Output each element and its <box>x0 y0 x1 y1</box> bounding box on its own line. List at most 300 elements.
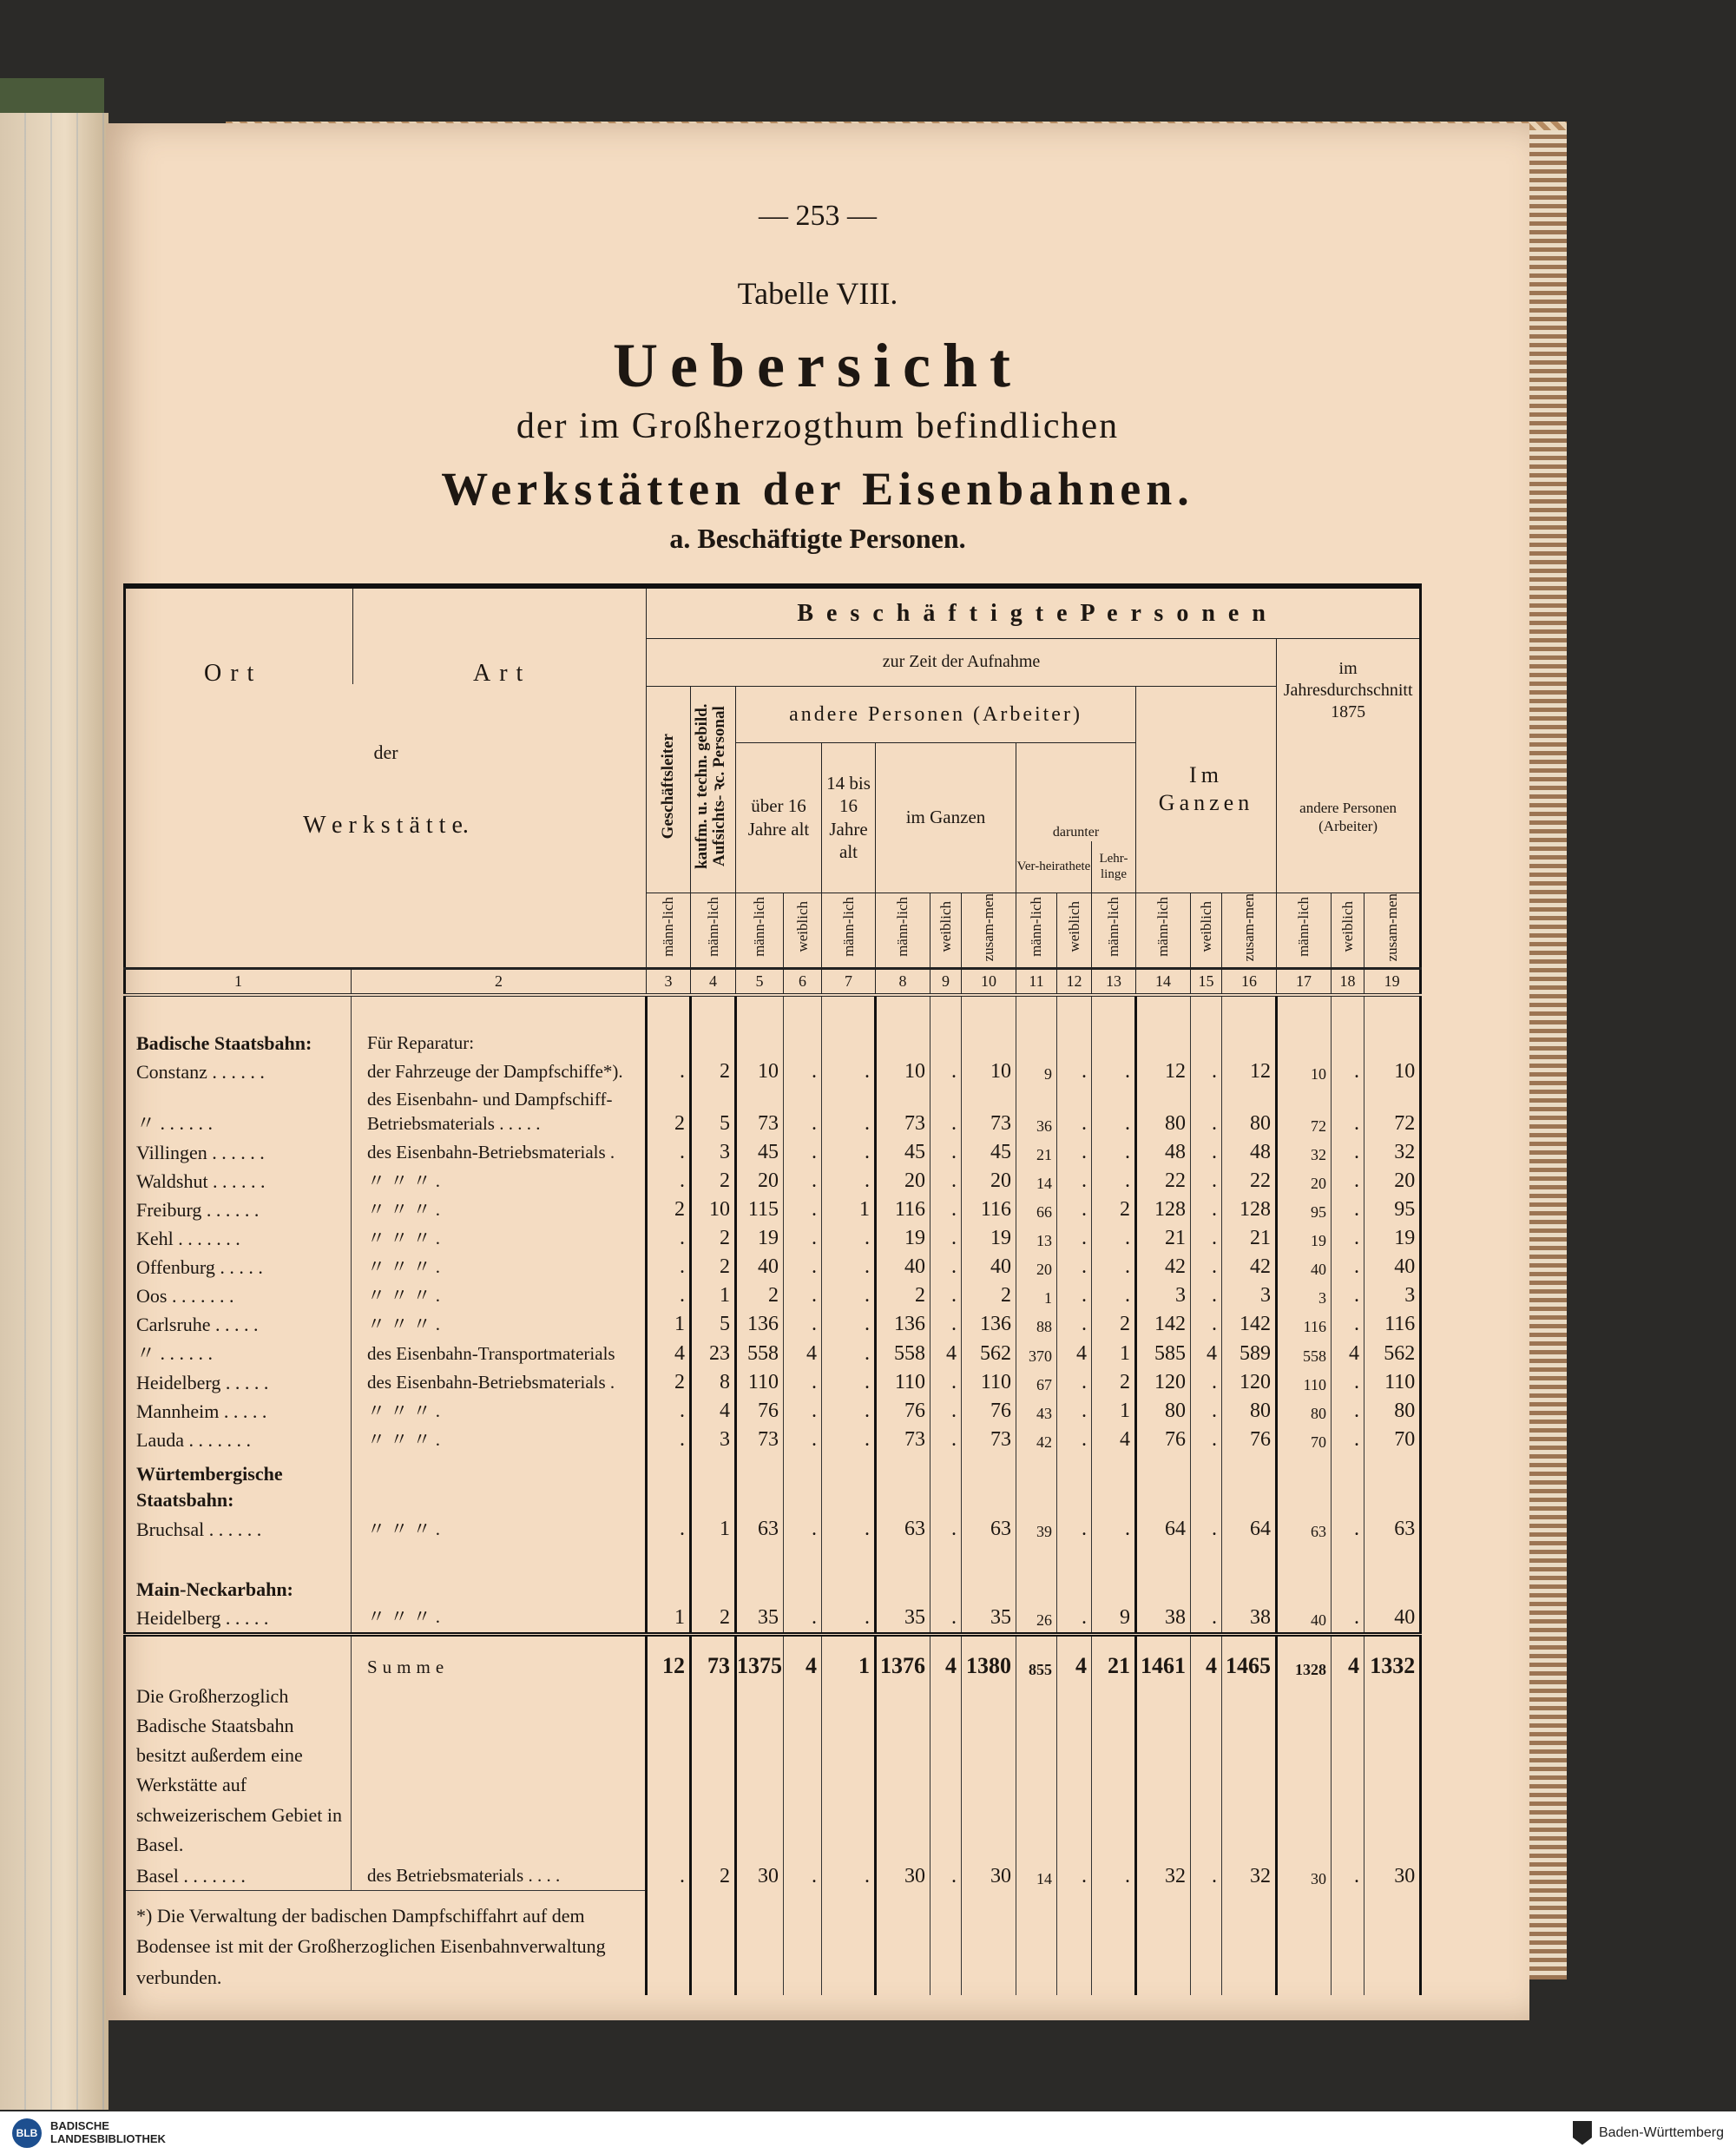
cell-col-19: 40 <box>1364 1604 1421 1634</box>
cell-art: Für Reparatur: <box>352 1021 647 1057</box>
cell-col-14: 142 <box>1136 1310 1191 1339</box>
cell-col-15: . <box>1191 1862 1222 1891</box>
cell-col-8: 35 <box>876 1604 930 1634</box>
cell-col-14: 48 <box>1136 1138 1191 1167</box>
blb-logo-icon: BLB <box>12 2118 42 2148</box>
cell-col-4: 2 <box>691 1862 736 1891</box>
cell-art <box>352 1544 647 1604</box>
cell-col-5: 35 <box>736 1604 784 1634</box>
cell-col-5: 73 <box>736 1426 784 1454</box>
cell-col-9: . <box>930 1426 962 1454</box>
cell-col-18 <box>1332 995 1364 1021</box>
cell-col-8: 63 <box>876 1515 930 1544</box>
cell-col-4: 5 <box>691 1086 736 1138</box>
header-verheirathete: Ver-heirathete <box>1016 841 1092 893</box>
cell-col-10: 40 <box>962 1253 1016 1281</box>
cell-ort: Die Großherzoglich Badische Staatsbahn besitzt außerdem eine Werkstätte auf schweizerischem Gebiet in Basel. <box>136 1685 343 1855</box>
cell-col-10: 19 <box>962 1224 1016 1253</box>
header-gender-10: zusam-men <box>962 893 1016 968</box>
cell-col-4: 10 <box>691 1196 736 1224</box>
column-number: 9 <box>930 968 962 995</box>
cell-col-15: . <box>1191 1397 1222 1426</box>
cell-ort: Basel . . . . . . . <box>136 1865 246 1887</box>
cell-col-7: . <box>822 1310 876 1339</box>
cell-col-6: . <box>784 1196 822 1224</box>
cell-col-13: . <box>1092 1224 1136 1253</box>
cell-col-18: . <box>1332 1310 1364 1339</box>
cell-col-18: . <box>1332 1057 1364 1086</box>
cell-col-14 <box>1136 1021 1191 1057</box>
cell-col-3: 4 <box>647 1339 691 1368</box>
cell-col-8 <box>876 995 930 1021</box>
cell-col-5 <box>736 1021 784 1057</box>
cell-col-11: 855 <box>1016 1634 1057 1682</box>
table-row <box>125 995 1421 1021</box>
cell-col-13 <box>1092 1544 1136 1604</box>
cell-col-12: 4 <box>1057 1339 1092 1368</box>
cell-col-17: 40 <box>1277 1604 1332 1634</box>
cell-col-4: 2 <box>691 1604 736 1634</box>
cell-col-6 <box>784 1891 822 1995</box>
cell-col-12 <box>1057 995 1092 1021</box>
cell-col-5: 73 <box>736 1086 784 1138</box>
library-footer <box>0 2111 1736 2154</box>
cell-col-15: . <box>1191 1281 1222 1310</box>
cell-col-3: 2 <box>647 1196 691 1224</box>
cell-col-19 <box>1364 1682 1421 1862</box>
cell-col-4: 73 <box>691 1634 736 1682</box>
cell-col-9: 4 <box>930 1339 962 1368</box>
cell-col-17: 10 <box>1277 1057 1332 1086</box>
cell-col-8: 1376 <box>876 1634 930 1682</box>
blb-logo[interactable] <box>12 2118 166 2148</box>
column-number: 6 <box>784 968 822 995</box>
cell-col-17: 40 <box>1277 1253 1332 1281</box>
cell-col-16: 120 <box>1222 1368 1277 1397</box>
header-jahresdurchschnitt: im Jahresdurchschnitt 1875 <box>1277 638 1421 742</box>
cell-col-4 <box>691 1891 736 1995</box>
cell-col-11: 21 <box>1016 1138 1057 1167</box>
cell-col-14: 128 <box>1136 1196 1191 1224</box>
cell-col-13 <box>1092 1682 1136 1862</box>
cell-col-9: . <box>930 1253 962 1281</box>
cell-col-14: 1461 <box>1136 1634 1191 1682</box>
cell-col-12: . <box>1057 1368 1092 1397</box>
cell-col-10 <box>962 1891 1016 1995</box>
column-number: 11 <box>1016 968 1057 995</box>
column-number: 14 <box>1136 968 1191 995</box>
cell-ort: Kehl . . . . . . . <box>136 1228 240 1250</box>
book-page <box>106 123 1529 2020</box>
cell-col-10: 562 <box>962 1339 1016 1368</box>
cell-col-14: 80 <box>1136 1397 1191 1426</box>
cell-col-13: 1 <box>1092 1397 1136 1426</box>
cell-col-16: 3 <box>1222 1281 1277 1310</box>
cell-col-3 <box>647 995 691 1021</box>
cell-col-18 <box>1332 1454 1364 1515</box>
cell-col-6: . <box>784 1281 822 1310</box>
cell-col-8: 45 <box>876 1138 930 1167</box>
cell-col-12 <box>1057 1454 1092 1515</box>
cell-col-9: . <box>930 1086 962 1138</box>
cell-col-7 <box>822 1891 876 1995</box>
header-kaufm-personal: kaufm. u. techn. gebild. Aufsichts- ꝛc. Personal <box>691 686 736 893</box>
cell-col-6: . <box>784 1368 822 1397</box>
header-gender-4: männ-lich <box>691 893 736 968</box>
cell-col-9: . <box>930 1310 962 1339</box>
column-number: 19 <box>1364 968 1421 995</box>
cell-col-3: . <box>647 1224 691 1253</box>
cell-col-14 <box>1136 1544 1191 1604</box>
cell-col-5: 1375 <box>736 1634 784 1682</box>
column-number: 10 <box>962 968 1016 995</box>
blb-name: BADISCHE LANDESBIBLIOTHEK <box>50 2118 166 2145</box>
cell-col-16 <box>1222 1891 1277 1995</box>
cell-col-13: . <box>1092 1138 1136 1167</box>
cell-col-5: 558 <box>736 1339 784 1368</box>
cell-col-17 <box>1277 995 1332 1021</box>
cell-col-6 <box>784 1682 822 1862</box>
cell-ort: Constanz . . . . . . <box>136 1061 265 1084</box>
cell-col-17: 110 <box>1277 1368 1332 1397</box>
table-row <box>125 1891 1421 1995</box>
table-row <box>125 1021 1421 1057</box>
cell-col-10: 76 <box>962 1397 1016 1426</box>
cell-col-15: 4 <box>1191 1339 1222 1368</box>
cell-col-11 <box>1016 1682 1057 1862</box>
cell-col-15: . <box>1191 1138 1222 1167</box>
cell-col-13: . <box>1092 1281 1136 1310</box>
cell-col-18: . <box>1332 1086 1364 1138</box>
cell-col-17 <box>1277 1544 1332 1604</box>
cell-col-5: 136 <box>736 1310 784 1339</box>
cell-col-9 <box>930 1682 962 1862</box>
cell-col-18: . <box>1332 1167 1364 1196</box>
cell-col-7: . <box>822 1224 876 1253</box>
cell-col-7 <box>822 1454 876 1515</box>
header-ort-art <box>125 586 647 968</box>
cell-col-3: 2 <box>647 1086 691 1138</box>
header-gender-16: zusam-men <box>1222 893 1277 968</box>
cell-art: 〃 〃 〃 . <box>352 1397 647 1426</box>
cell-col-19: 72 <box>1364 1086 1421 1138</box>
cell-col-16: 38 <box>1222 1604 1277 1634</box>
cell-col-8 <box>876 1021 930 1057</box>
cell-col-16: 64 <box>1222 1515 1277 1544</box>
cell-col-4: 1 <box>691 1281 736 1310</box>
cell-col-15 <box>1191 1682 1222 1862</box>
cell-col-5: 19 <box>736 1224 784 1253</box>
cell-col-13: . <box>1092 1086 1136 1138</box>
cell-col-13 <box>1092 1891 1136 1995</box>
cell-col-18: . <box>1332 1515 1364 1544</box>
cell-art: 〃 〃 〃 . <box>352 1310 647 1339</box>
cell-col-7: . <box>822 1368 876 1397</box>
cell-col-16 <box>1222 995 1277 1021</box>
cell-col-15 <box>1191 1891 1222 1995</box>
cell-col-5: 76 <box>736 1397 784 1426</box>
cell-col-3: 2 <box>647 1368 691 1397</box>
header-lehrlinge: Lehr-linge <box>1092 841 1136 893</box>
cell-col-11: 36 <box>1016 1086 1057 1138</box>
cell-col-8: 116 <box>876 1196 930 1224</box>
cell-col-3 <box>647 1891 691 1995</box>
cell-col-9 <box>930 995 962 1021</box>
cell-col-17 <box>1277 1891 1332 1995</box>
table-label: Tabelle VIII. <box>737 276 898 311</box>
cell-ort: Bruchsal . . . . . . <box>136 1518 262 1541</box>
cell-col-19: 116 <box>1364 1310 1421 1339</box>
cell-col-8: 30 <box>876 1862 930 1891</box>
cell-col-16: 128 <box>1222 1196 1277 1224</box>
cell-col-9: . <box>930 1515 962 1544</box>
cell-col-10 <box>962 1544 1016 1604</box>
column-number: 3 <box>647 968 691 995</box>
cell-col-3: . <box>647 1253 691 1281</box>
cell-col-11: 370 <box>1016 1339 1057 1368</box>
cell-col-10: 63 <box>962 1515 1016 1544</box>
cell-col-6: 4 <box>784 1339 822 1368</box>
cell-col-14: 38 <box>1136 1604 1191 1634</box>
cell-col-12: . <box>1057 1604 1092 1634</box>
cell-col-11: 13 <box>1016 1224 1057 1253</box>
table-row <box>125 1253 1421 1281</box>
cell-col-11: 14 <box>1016 1862 1057 1891</box>
cell-col-5 <box>736 1544 784 1604</box>
cell-col-6 <box>784 1021 822 1057</box>
cell-col-5 <box>736 1682 784 1862</box>
cell-col-8 <box>876 1682 930 1862</box>
cell-col-19: 110 <box>1364 1368 1421 1397</box>
header-beschaeftigte: B e s c h ä f t i g t e P e r s o n e n <box>647 586 1421 638</box>
cell-col-4: 8 <box>691 1368 736 1397</box>
cell-col-8: 136 <box>876 1310 930 1339</box>
cell-col-4: 5 <box>691 1310 736 1339</box>
cell-col-19: 3 <box>1364 1281 1421 1310</box>
cell-col-10 <box>962 1682 1016 1862</box>
cell-art <box>352 1454 647 1515</box>
cell-col-6 <box>784 1544 822 1604</box>
cell-col-4: 2 <box>691 1057 736 1086</box>
cell-col-19 <box>1364 1544 1421 1604</box>
cell-col-12 <box>1057 1544 1092 1604</box>
cell-col-15: . <box>1191 1196 1222 1224</box>
cell-col-16 <box>1222 1454 1277 1515</box>
cell-col-16: 80 <box>1222 1397 1277 1426</box>
cell-col-11: 39 <box>1016 1515 1057 1544</box>
cell-col-11: 88 <box>1016 1310 1057 1339</box>
cell-ort: Badische Staatsbahn: <box>136 1032 312 1055</box>
cell-col-6: . <box>784 1167 822 1196</box>
cell-col-17: 32 <box>1277 1138 1332 1167</box>
cell-col-18 <box>1332 1021 1364 1057</box>
bw-logo[interactable] <box>1573 2121 1724 2145</box>
cell-col-16: 32 <box>1222 1862 1277 1891</box>
cell-ort: Freiburg . . . . . . <box>136 1199 260 1222</box>
cell-ort: 〃 . . . . . . <box>136 1112 214 1135</box>
header-gender-7: männ-lich <box>822 893 876 968</box>
cell-col-12: . <box>1057 1057 1092 1086</box>
column-number: 2 <box>352 968 647 995</box>
cell-art: des Eisenbahn-Betriebsmaterials . <box>352 1138 647 1167</box>
cell-col-5 <box>736 1891 784 1995</box>
cell-col-7 <box>822 1544 876 1604</box>
table-row <box>125 1544 1421 1604</box>
table-row <box>125 1224 1421 1253</box>
cell-col-12: . <box>1057 1310 1092 1339</box>
cell-col-11: 26 <box>1016 1604 1057 1634</box>
cell-col-14: 80 <box>1136 1086 1191 1138</box>
cell-col-10: 20 <box>962 1167 1016 1196</box>
cell-ort: Main-Neckarbahn: <box>136 1578 293 1600</box>
column-number: 15 <box>1191 968 1222 995</box>
column-number: 8 <box>876 968 930 995</box>
cell-col-11 <box>1016 1021 1057 1057</box>
cell-col-6: . <box>784 1862 822 1891</box>
header-werkstaette: W e r k s t ä t t e. <box>303 812 469 839</box>
header-andere-jahr: andere Personen (Arbeiter) <box>1277 742 1421 893</box>
column-number: 18 <box>1332 968 1364 995</box>
cell-col-9: . <box>930 1224 962 1253</box>
cell-col-11: 20 <box>1016 1253 1057 1281</box>
table-row <box>125 1634 1421 1682</box>
column-number: 17 <box>1277 968 1332 995</box>
cell-col-15: . <box>1191 1310 1222 1339</box>
coat-of-arms-icon <box>1573 2121 1592 2145</box>
workshop-staff-table <box>123 583 1422 1995</box>
table-row <box>125 1426 1421 1454</box>
cell-ort: Heidelberg . . . . . <box>136 1372 269 1394</box>
cell-col-7 <box>822 1021 876 1057</box>
table-row <box>125 1339 1421 1368</box>
header-gender-15: weiblich <box>1191 893 1222 968</box>
cell-col-12: . <box>1057 1253 1092 1281</box>
table-row <box>125 1310 1421 1339</box>
cell-col-9: . <box>930 1397 962 1426</box>
cell-col-4: 23 <box>691 1339 736 1368</box>
cell-col-12 <box>1057 1682 1092 1862</box>
section-title: a. Beschäftigte Personen. <box>669 523 966 554</box>
table-row <box>125 1196 1421 1224</box>
page-subtitle: der im Großherzogthum befindlichen <box>516 406 1120 446</box>
cell-col-12: . <box>1057 1138 1092 1167</box>
cell-col-7: . <box>822 1397 876 1426</box>
cell-col-10: 136 <box>962 1310 1016 1339</box>
cell-col-10: 30 <box>962 1862 1016 1891</box>
cell-col-8: 40 <box>876 1253 930 1281</box>
header-gender-6: weiblich <box>784 893 822 968</box>
cell-col-18: 4 <box>1332 1339 1364 1368</box>
cell-col-19: 19 <box>1364 1224 1421 1253</box>
cell-col-17: 116 <box>1277 1310 1332 1339</box>
cell-art: 〃 〃 〃 . <box>352 1253 647 1281</box>
cell-col-8 <box>876 1454 930 1515</box>
cell-col-19: 32 <box>1364 1138 1421 1167</box>
cell-col-3: . <box>647 1426 691 1454</box>
cell-col-8 <box>876 1891 930 1995</box>
cell-col-9 <box>930 1454 962 1515</box>
table-row <box>125 1086 1421 1138</box>
cell-col-18: . <box>1332 1604 1364 1634</box>
cell-col-14: 32 <box>1136 1862 1191 1891</box>
cell-col-11: 66 <box>1016 1196 1057 1224</box>
cell-art: 〃 〃 〃 . <box>352 1224 647 1253</box>
cell-col-6: . <box>784 1224 822 1253</box>
header-gender-9: weiblich <box>930 893 962 968</box>
cell-col-15: 4 <box>1191 1634 1222 1682</box>
cell-col-7: . <box>822 1515 876 1544</box>
cell-col-12: . <box>1057 1397 1092 1426</box>
cell-col-12: . <box>1057 1862 1092 1891</box>
header-gender-8: männ-lich <box>876 893 930 968</box>
table-row <box>125 1397 1421 1426</box>
cell-col-19: 80 <box>1364 1397 1421 1426</box>
cell-col-16 <box>1222 1544 1277 1604</box>
cell-col-13: . <box>1092 1515 1136 1544</box>
cell-art: 〃 〃 〃 . <box>352 1281 647 1310</box>
cell-ort: Heidelberg . . . . . <box>136 1606 269 1629</box>
cell-col-17: 3 <box>1277 1281 1332 1310</box>
page-title: Uebersicht <box>613 331 1023 400</box>
table-row <box>125 1862 1421 1891</box>
header-zur-zeit: zur Zeit der Aufnahme <box>647 638 1277 686</box>
cell-col-8 <box>876 1544 930 1604</box>
table-row <box>125 1167 1421 1196</box>
cell-col-15: . <box>1191 1224 1222 1253</box>
cell-col-12: . <box>1057 1224 1092 1253</box>
cell-col-3: . <box>647 1057 691 1086</box>
cell-col-19 <box>1364 1021 1421 1057</box>
cell-ort: Würtembergische Staatsbahn: <box>136 1462 283 1511</box>
cell-col-12: . <box>1057 1515 1092 1544</box>
cell-col-11 <box>1016 995 1057 1021</box>
cell-ort: Carlsruhe . . . . . <box>136 1314 259 1336</box>
cell-col-7: 1 <box>822 1634 876 1682</box>
cell-col-10: 73 <box>962 1426 1016 1454</box>
cell-col-8: 20 <box>876 1167 930 1196</box>
cell-col-5 <box>736 1454 784 1515</box>
cell-col-14 <box>1136 1682 1191 1862</box>
cell-col-9: . <box>930 1196 962 1224</box>
cell-col-7: . <box>822 1057 876 1086</box>
header-art: Art <box>473 660 532 687</box>
cell-col-6: . <box>784 1057 822 1086</box>
cell-col-18: . <box>1332 1862 1364 1891</box>
cell-col-13: . <box>1092 1253 1136 1281</box>
cell-col-10: 2 <box>962 1281 1016 1310</box>
header-gender-5: männ-lich <box>736 893 784 968</box>
cell-col-12 <box>1057 1891 1092 1995</box>
cell-col-7 <box>822 995 876 1021</box>
cell-col-5: 63 <box>736 1515 784 1544</box>
cell-art: des Eisenbahn-Betriebsmaterials . <box>352 1368 647 1397</box>
cell-col-6: 4 <box>784 1634 822 1682</box>
header-gender-11: männ-lich <box>1016 893 1057 968</box>
page-title-2: Werkstätten der Eisenbahnen. <box>441 463 1194 515</box>
bw-name: Baden-Württemberg <box>1598 2124 1724 2140</box>
cell-col-16 <box>1222 1682 1277 1862</box>
cell-col-11: 67 <box>1016 1368 1057 1397</box>
cell-col-4: 1 <box>691 1515 736 1544</box>
cell-col-8: 10 <box>876 1057 930 1086</box>
cell-col-9 <box>930 1021 962 1057</box>
cell-col-14: 76 <box>1136 1426 1191 1454</box>
cell-col-6: . <box>784 1426 822 1454</box>
cell-col-13: . <box>1092 1057 1136 1086</box>
cell-ort: 〃 . . . . . . <box>136 1342 214 1365</box>
cell-col-6: . <box>784 1397 822 1426</box>
cell-col-3 <box>647 1454 691 1515</box>
